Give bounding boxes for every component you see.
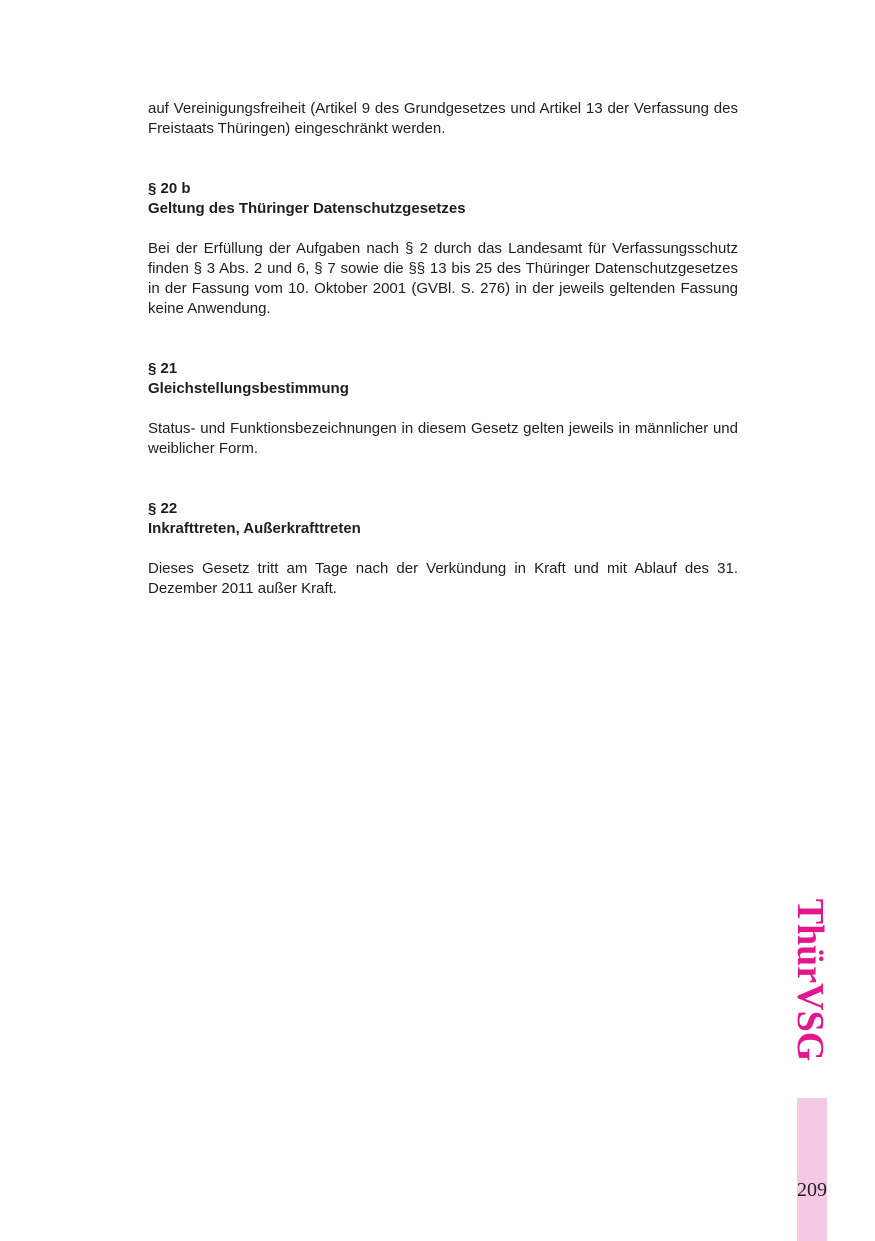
section-body: Status- und Funktionsbezeichnungen in diesem Gesetz gelten jeweils in männlicher und weiblicher Form.: [148, 420, 738, 457]
section-title: Inkrafttreten, Außerkrafttreten: [148, 520, 361, 537]
page-tab: [797, 1098, 827, 1241]
section-22: [148, 499, 738, 599]
section-21: [148, 359, 738, 459]
section-number: § 21: [148, 360, 178, 377]
section-number: § 22: [148, 500, 178, 517]
page-number: 209: [797, 1179, 827, 1201]
intro-paragraph: auf Vereinigungsfreiheit (Artikel 9 des Grundgesetzes und Artikel 13 der Verfassung des Freistaats Thüringen) eingeschränkt werden.: [148, 100, 738, 137]
section-body: Dieses Gesetz tritt am Tage nach der Verkündung in Kraft und mit Ablauf des 31. Dezember 2011 außer Kraft.: [148, 560, 738, 597]
section-body: Bei der Erfüllung der Aufgaben nach § 2 durch das Landesamt für Verfassungsschutz finden § 3 Abs. 2 und 6, § 7 sowie die §§ 13 bis 25 des Thüringer Datenschutzgesetzes in der Fassung vom 10. Oktober 2001 (GVBl. S. 276) in der jeweils geltenden Fassung keine Anwendung.: [148, 240, 738, 317]
section-title: Gleichstellungsbestimmung: [148, 380, 349, 397]
section-20b: [148, 179, 738, 319]
section-title: Geltung des Thüringer Datenschutzgesetzes: [148, 200, 466, 217]
document-body: [148, 99, 738, 599]
side-label: ThürVSG: [789, 898, 831, 1062]
section-number: § 20 b: [148, 180, 191, 197]
